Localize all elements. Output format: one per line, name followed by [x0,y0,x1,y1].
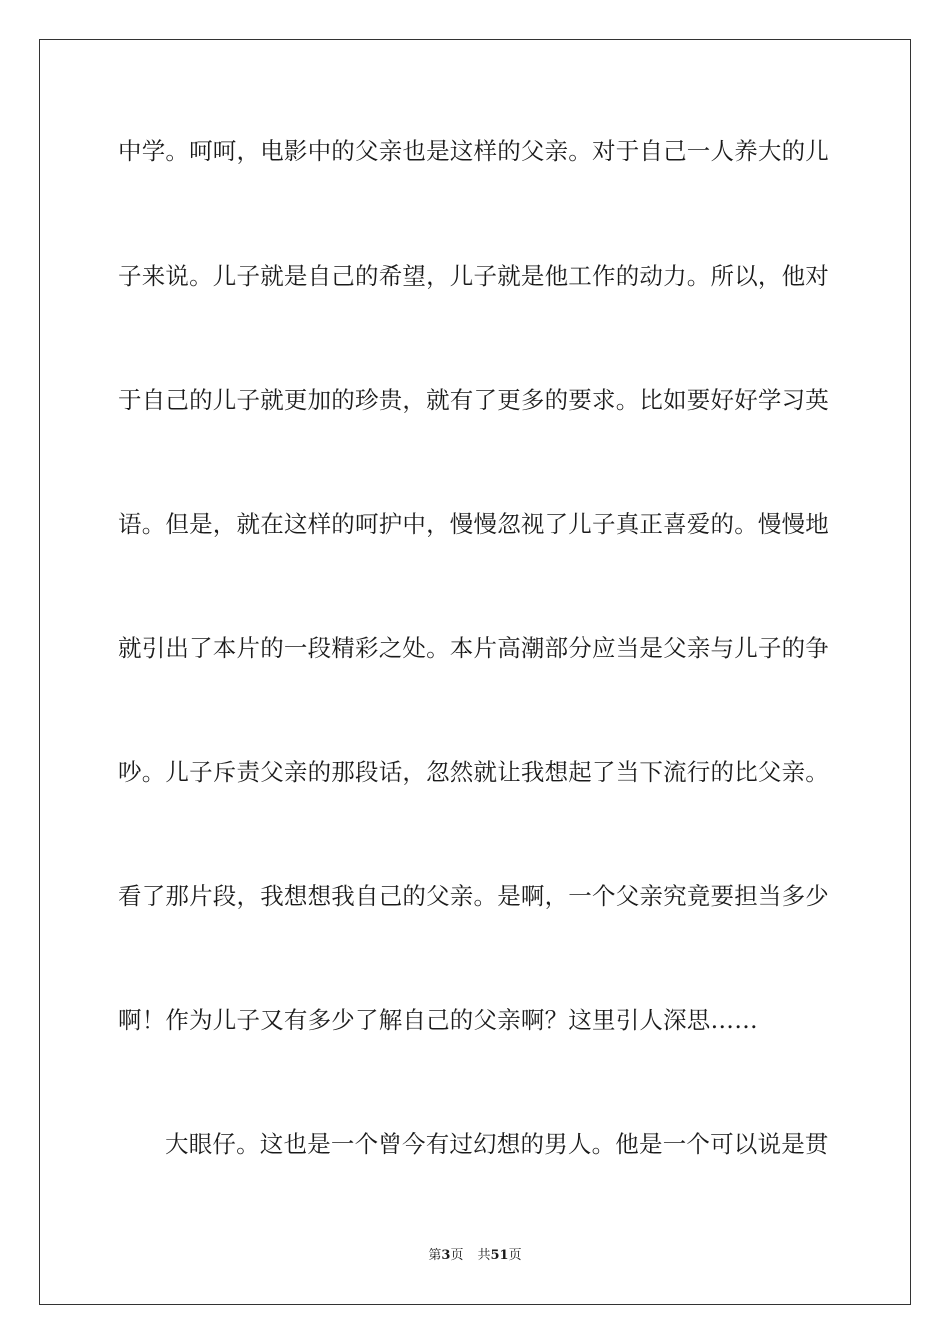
body-text-line: 看了那片段，我想想我自己的父亲。是啊，一个父亲究竟要担当多少 [118,882,829,910]
body-text-line: 子来说。儿子就是自己的希望，儿子就是他工作的动力。所以，他对 [118,262,829,290]
page-footer [0,1247,950,1265]
page-border [39,39,911,1305]
body-text-line: 于自己的儿子就更加的珍贵，就有了更多的要求。比如要好好学习英 [118,386,829,414]
page-number: 3 [441,1248,451,1263]
body-text-line: 吵。儿子斥责父亲的那段话，忽然就让我想起了当下流行的比父亲。 [118,758,829,786]
body-text-line: 中学。呵呵，电影中的父亲也是这样的父亲。对于自己一人养大的儿 [118,137,829,165]
total-suffix: 页 [508,1248,522,1263]
page-prefix: 第 [428,1248,442,1263]
body-text-line: 就引出了本片的一段精彩之处。本片高潮部分应当是父亲与儿子的争 [118,634,829,662]
body-text-line: 语。但是，就在这样的呵护中，慢慢忽视了儿子真正喜爱的。慢慢地 [118,510,829,538]
body-text-line-indented: 大眼仔。这也是一个曾今有过幻想的男人。他是一个可以说是贯 [165,1130,829,1158]
page-suffix: 页 [450,1248,464,1263]
body-text-line: 啊！作为儿子又有多少了解自己的父亲啊？这里引人深思…… [118,1006,758,1034]
total-pages: 51 [490,1248,509,1263]
total-prefix: 共 [477,1248,491,1263]
